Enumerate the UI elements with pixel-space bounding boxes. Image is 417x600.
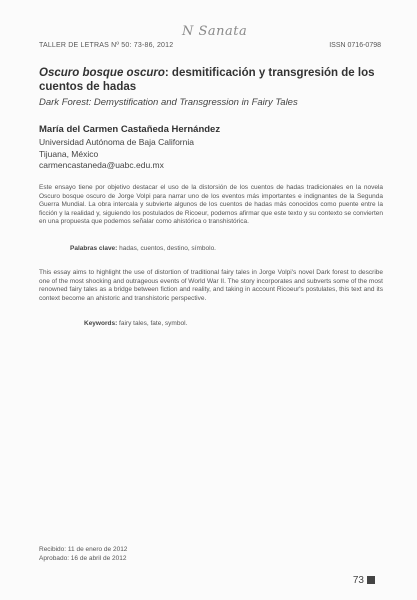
keywords-spanish: [70, 245, 216, 252]
handwritten-annotation: N Sanata: [182, 24, 248, 39]
keywords-label-es: Palabras clave:: [70, 245, 118, 252]
author-name: María del Carmen Castañeda Hernández: [39, 124, 221, 135]
location: Tijuana, México: [39, 148, 99, 159]
title-en-italic: Dark Forest: [39, 97, 89, 108]
keywords-es: hadas, cuentos, destino, símbolo.: [119, 245, 216, 252]
abstract-spanish: Este ensayo tiene por objetivo destacar el uso de la distorsión de los cuentos de hadas tradicionales en la novela Oscuro bosque oscuro de Jorge Volpi para narrar uno de los eventos más importantes e indignantes de la Segunda Guerra Mundial. La obra intercala y subvierte algunos de los cuentos de hadas más conocidos como puente entre la ficción y la realidad y, siguiendo los postulados de Ricoeur, podemos afirmar que este texto y su contexto se convierten en una propuesta que podemos señalar como ahistórica o transhistórica.: [39, 184, 383, 226]
submission-dates: [39, 545, 127, 563]
page-number-text: 73: [352, 575, 364, 586]
page-number: [353, 575, 375, 586]
journal-citation: TALLER DE LETRAS Nº 50: 73-86, 2012: [39, 42, 174, 49]
approved-date: Aprobado: 16 de abril de 2012: [39, 555, 127, 562]
keywords-en: fairy tales, fate, symbol.: [119, 320, 188, 327]
title-italic: Oscuro bosque oscuro: [39, 67, 165, 79]
keywords-english: [84, 320, 187, 327]
issn: ISSN 0716-0798: [329, 42, 381, 49]
received-date: Recibido: 11 de enero de 2012: [39, 546, 128, 553]
abstract-english: This essay aims to highlight the use of distortion of traditional fairy tales in Jorge Volpi's novel Dark forest to describe one of the most shocking and outrageous events of World War II. The story incorporates and subverts some of the most renowned fairy tales as a bridge between fiction and reality, and taking in account Ricoeur's postulates, this text and its context become an ahistoric and transhistoric perspective.: [39, 269, 383, 302]
keywords-label-en: Keywords:: [84, 320, 118, 327]
article-title-english: [39, 97, 384, 109]
title-en-rest: : Demystification and Transgression in Fairy Tales: [88, 97, 298, 108]
institution: Universidad Autónoma de Baja California: [39, 137, 194, 147]
page-marker-square: [367, 576, 375, 584]
title-rest: : desmitificación y transgresión de los cuentos de hadas: [39, 67, 375, 93]
author-affiliation: [39, 137, 194, 172]
article-title: [39, 66, 384, 94]
email: carmencastaneda@uabc.edu.mx: [39, 160, 164, 170]
